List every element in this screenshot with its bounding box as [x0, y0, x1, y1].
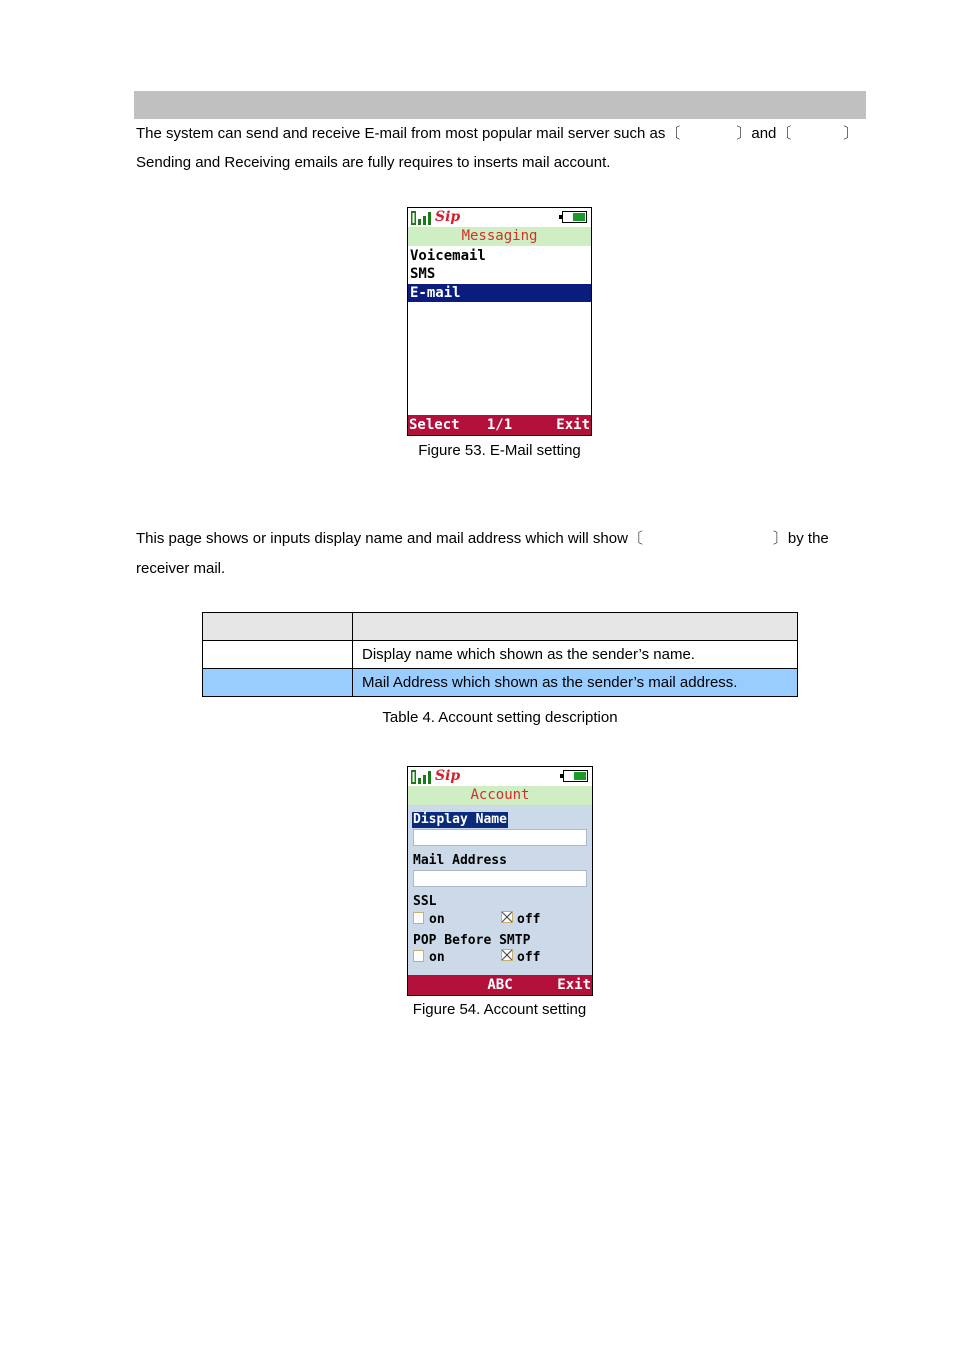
- page-indicator: 1/1: [486, 417, 513, 433]
- messaging-screen: [407, 207, 592, 436]
- table-cell: Mail Address which shown as the sender’s mail address.: [353, 669, 798, 697]
- ssl-off-label: off: [517, 912, 541, 927]
- menu-item-voicemail[interactable]: Voicemail: [410, 248, 486, 264]
- mail-address-label: Mail Address: [413, 853, 507, 868]
- status-bar: [408, 208, 591, 227]
- table-header-cell: [353, 613, 798, 641]
- pop-off-label: off: [517, 950, 541, 965]
- figure-53-caption: Figure 53. E-Mail setting: [418, 442, 581, 459]
- table-cell: [203, 669, 353, 697]
- battery-icon: [562, 211, 587, 223]
- exit-softkey[interactable]: Exit: [557, 977, 591, 993]
- sip-logo: Sip: [435, 768, 461, 784]
- softkey-bar: [408, 975, 592, 995]
- pop-on-checkbox[interactable]: [413, 950, 424, 962]
- table-cell: [203, 641, 353, 669]
- intro-line-2: Sending and Receiving emails are fully requires to inserts mail account.: [136, 154, 611, 171]
- mail-address-input[interactable]: [413, 870, 587, 887]
- signal-strength-icon: [411, 770, 433, 784]
- table-cell: Display name which shown as the sender’s name.: [353, 641, 798, 669]
- screen-title: Messaging: [408, 227, 591, 246]
- ssl-off-checkbox-checked-icon[interactable]: [501, 911, 513, 923]
- status-bar: [408, 767, 592, 786]
- softkey-bar: [408, 415, 591, 435]
- menu-item-sms[interactable]: SMS: [410, 266, 436, 282]
- select-softkey[interactable]: Select: [409, 417, 460, 433]
- screen-title: Account: [408, 786, 592, 805]
- intro-line-1: The system can send and receive E-mail from most popular mail server such as〔 〕and〔 〕: [136, 125, 859, 142]
- account-form: [408, 805, 592, 975]
- input-mode-softkey[interactable]: ABC: [487, 977, 513, 993]
- battery-icon: [563, 770, 588, 782]
- ssl-on-label: on: [429, 912, 445, 927]
- ssl-on-checkbox[interactable]: [413, 912, 424, 924]
- account-screen: [407, 766, 593, 996]
- figure-54-caption: Figure 54. Account setting: [412, 1001, 587, 1018]
- pop-off-checkbox-checked-icon[interactable]: [501, 949, 513, 961]
- display-name-label: Display Name: [413, 812, 507, 827]
- section-header-bar: [134, 91, 866, 119]
- menu-item-email[interactable]: E-mail: [408, 284, 591, 302]
- account-setting-table: [202, 612, 798, 697]
- display-name-input[interactable]: [413, 829, 587, 846]
- table-header-cell: [203, 613, 353, 641]
- table-row: [203, 669, 798, 697]
- sip-logo: Sip: [435, 209, 461, 225]
- exit-softkey[interactable]: Exit: [556, 417, 590, 433]
- signal-strength-icon: [411, 211, 433, 225]
- pop-before-smtp-label: POP Before SMTP: [413, 933, 531, 948]
- account-intro-line-2: receiver mail.: [136, 560, 226, 577]
- table-header-row: [203, 613, 798, 641]
- pop-on-label: on: [429, 950, 445, 965]
- ssl-label: SSL: [413, 894, 437, 909]
- table-row: [203, 641, 798, 669]
- table-4-caption: Table 4. Account setting description: [382, 709, 618, 726]
- account-intro-line-1: This page shows or inputs display name and mail address which will show〔 〕by the: [136, 530, 829, 547]
